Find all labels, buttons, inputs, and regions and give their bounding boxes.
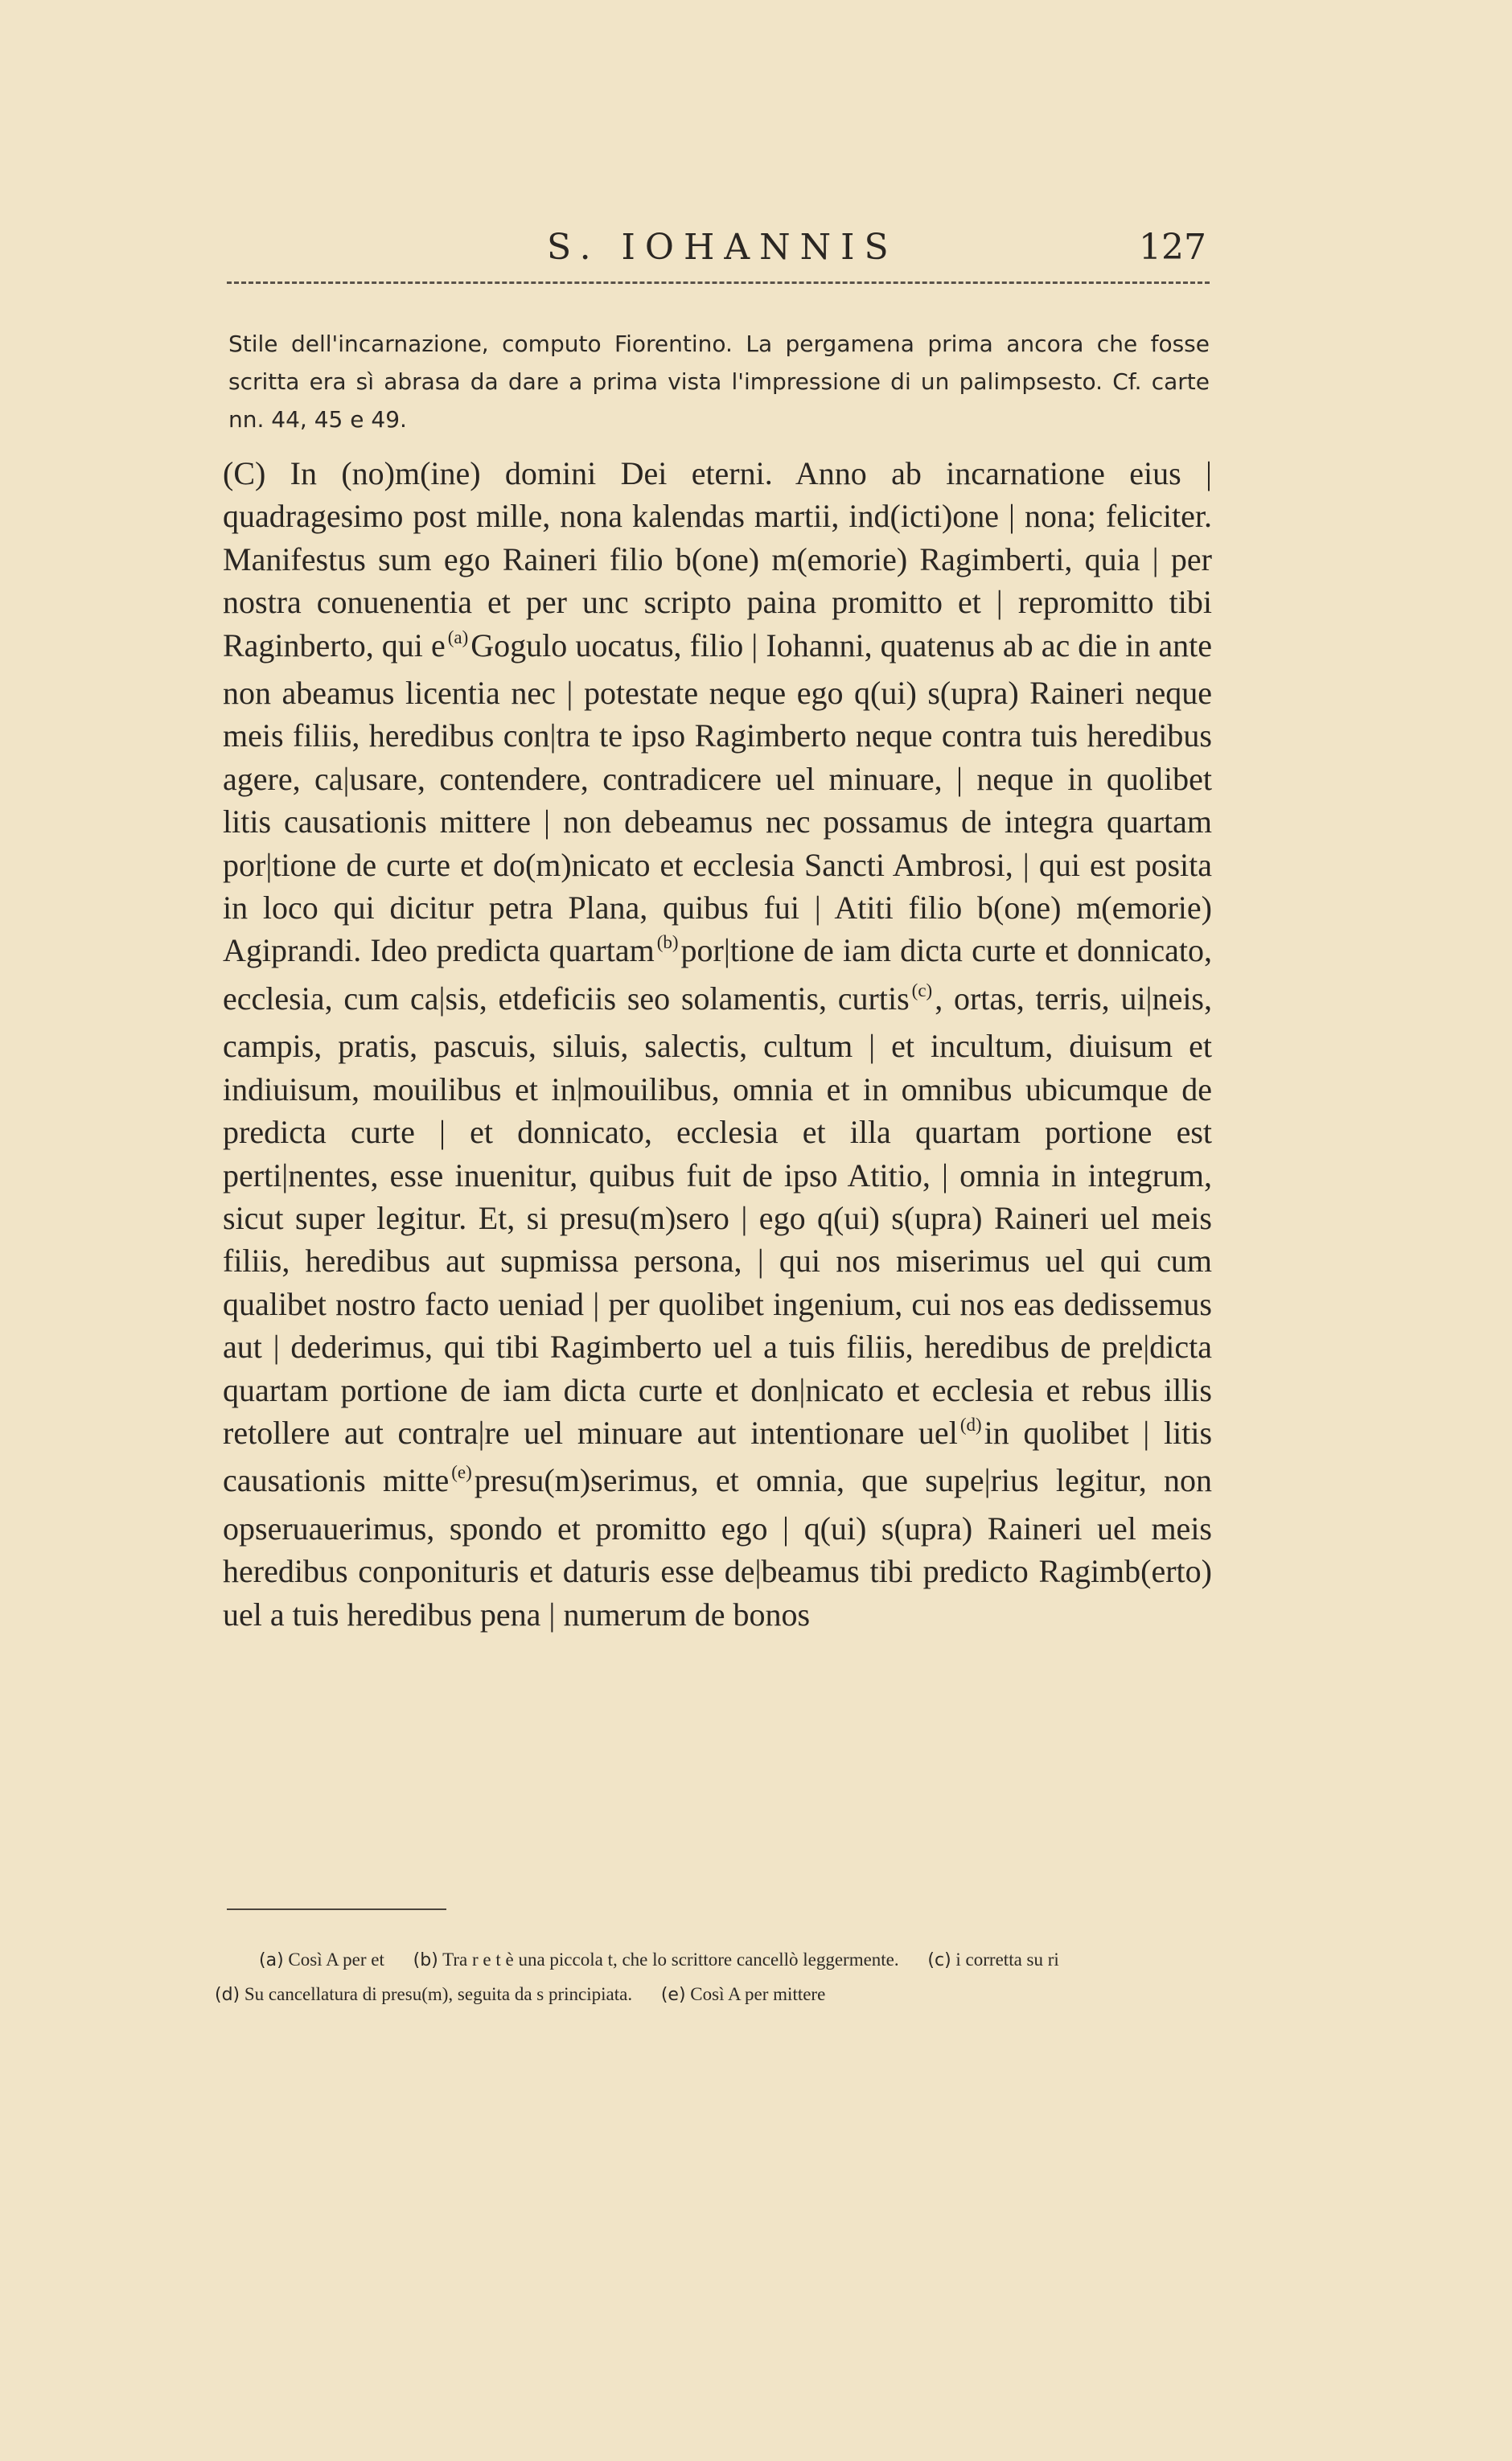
running-title: S. IOHANNIS — [547, 227, 898, 268]
footnote-mark: (b) — [413, 1950, 438, 1970]
footnote-text: Così A per et — [288, 1949, 384, 1970]
charter-segment: por|tione de iam dicta curte et donnicato, ecclesia, cum ca|sis, etdeficiis seo solamentis, curtis — [223, 932, 1212, 1017]
footnote-d — [215, 1984, 632, 2004]
footnote-marker: (a) — [447, 627, 469, 647]
footnote-marker: (b) — [656, 932, 679, 953]
charter-segment: Gogulo uocatus, filio | Iohanni, quatenus ab ac die in ante non abeamus licentia nec | potestate neque ego q(ui) s(upra) Raineri neque meis filiis, heredibus con|tra te ipso Ragimberto neque contra tuis heredibus agere, ca|usare, contendere, contradicere uel minuare, | neque in quolibet litis causationis mittere | non debeamus nec possamus de integra quartam por|tione de curte et do(m)nicato et ecclesia Sancti Ambrosi, | qui est posita in loco qui dicitur petra Plana, quibus fui | Atiti filio b(one) m(emorie) Agiprandi. Ideo predicta quartam — [223, 627, 1212, 969]
page-number: 127 — [1139, 227, 1206, 268]
footnote-a — [259, 1949, 384, 1970]
intro-note: Stile dell'incarnazione, computo Fiorentino. La pergamena prima ancora che fosse scritta era sì abrasa da dare a prima vista l'impressione di un palimpsesto. Cf. carte nn. 44, 45 e 49. — [228, 331, 1210, 433]
footnote-line — [215, 1978, 1212, 2012]
header-rule — [227, 281, 1210, 284]
footnote-text: Tra r e t è una piccola t, che lo scrittore cancellò leggermente. — [442, 1949, 899, 1970]
footnote-marker: (d) — [959, 1414, 982, 1435]
footnote-text: i corretta su ri — [955, 1949, 1059, 1970]
charter-segment: in quolibet | litis causationis mitte — [223, 1414, 1213, 1499]
footnote-marker: (c) — [911, 980, 933, 1000]
footnote-line — [215, 1943, 1212, 1978]
charter-segment: presu(m)serimus, et omnia, que supe|rius legitur, non opseruauerimus, spondo et promitto ego | q(ui) s(upra) Raineri uel meis heredibus conponituris et daturis esse de|beamus tibi predicto Ragimb(erto) uel a tuis heredibus pena | numerum de bonos — [223, 1462, 1212, 1633]
footnotes — [215, 1943, 1212, 2012]
footnote-c — [927, 1949, 1058, 1970]
footnote-marker: (e) — [451, 1462, 472, 1483]
charter-segment: (C) In (no)m(ine) domini Dei eterni. Anno ab incarnatione eius | quadragesimo post mille, nona kalendas martii, ind(icti)one | nona; feliciter. Manifestus sum ego Raineri filio b(one) m(emorie) Ragimberti, quia | per nostra conuenentia et per unc scripto paina promitto et | repromitto tibi Raginberto, qui e — [223, 455, 1212, 664]
charter-text — [223, 452, 1212, 1636]
footnote-b — [413, 1949, 899, 1970]
footnote-text: Così A per mittere — [690, 1984, 826, 2004]
footnote-mark: (c) — [927, 1950, 951, 1970]
footnote-text: Su cancellatura di presu(m), seguita da s principiata. — [244, 1984, 633, 2004]
footnote-mark: (d) — [215, 1985, 240, 2005]
footnote-mark: (e) — [660, 1985, 686, 2005]
footnote-rule — [227, 1908, 446, 1910]
footnote-e — [661, 1984, 825, 2004]
footnote-mark: (a) — [259, 1950, 284, 1970]
charter-segment: , ortas, terris, ui|neis, campis, pratis, pascuis, siluis, salectis, cultum | et incultum, diuisum et indiuisum, mouilibus et in|mouilibus, omnia et in omnibus ubicumque de predicta curte | et donnicato, ecclesia et illa quartam portione est perti|nentes, esse inuenitur, quibus fuit de ipso Atitio, | omnia in integrum, sicut super legitur. Et, si presu(m)sero | ego q(ui) s(upra) Raineri uel meis filiis, heredibus aut supmissa persona, | qui nos miserimus uel qui cum qualibet nostro facto ueniad | per quolibet ingenium, cui nos eas dedissemus aut | dederimus, qui tibi Ragimberto uel a tuis filiis, heredibus de pre|dicta quartam portione de iam dicta curte et don|nicato et ecclesia et rebus illis retollere aut contra|re uel minuare aut intentionare uel — [223, 980, 1212, 1451]
